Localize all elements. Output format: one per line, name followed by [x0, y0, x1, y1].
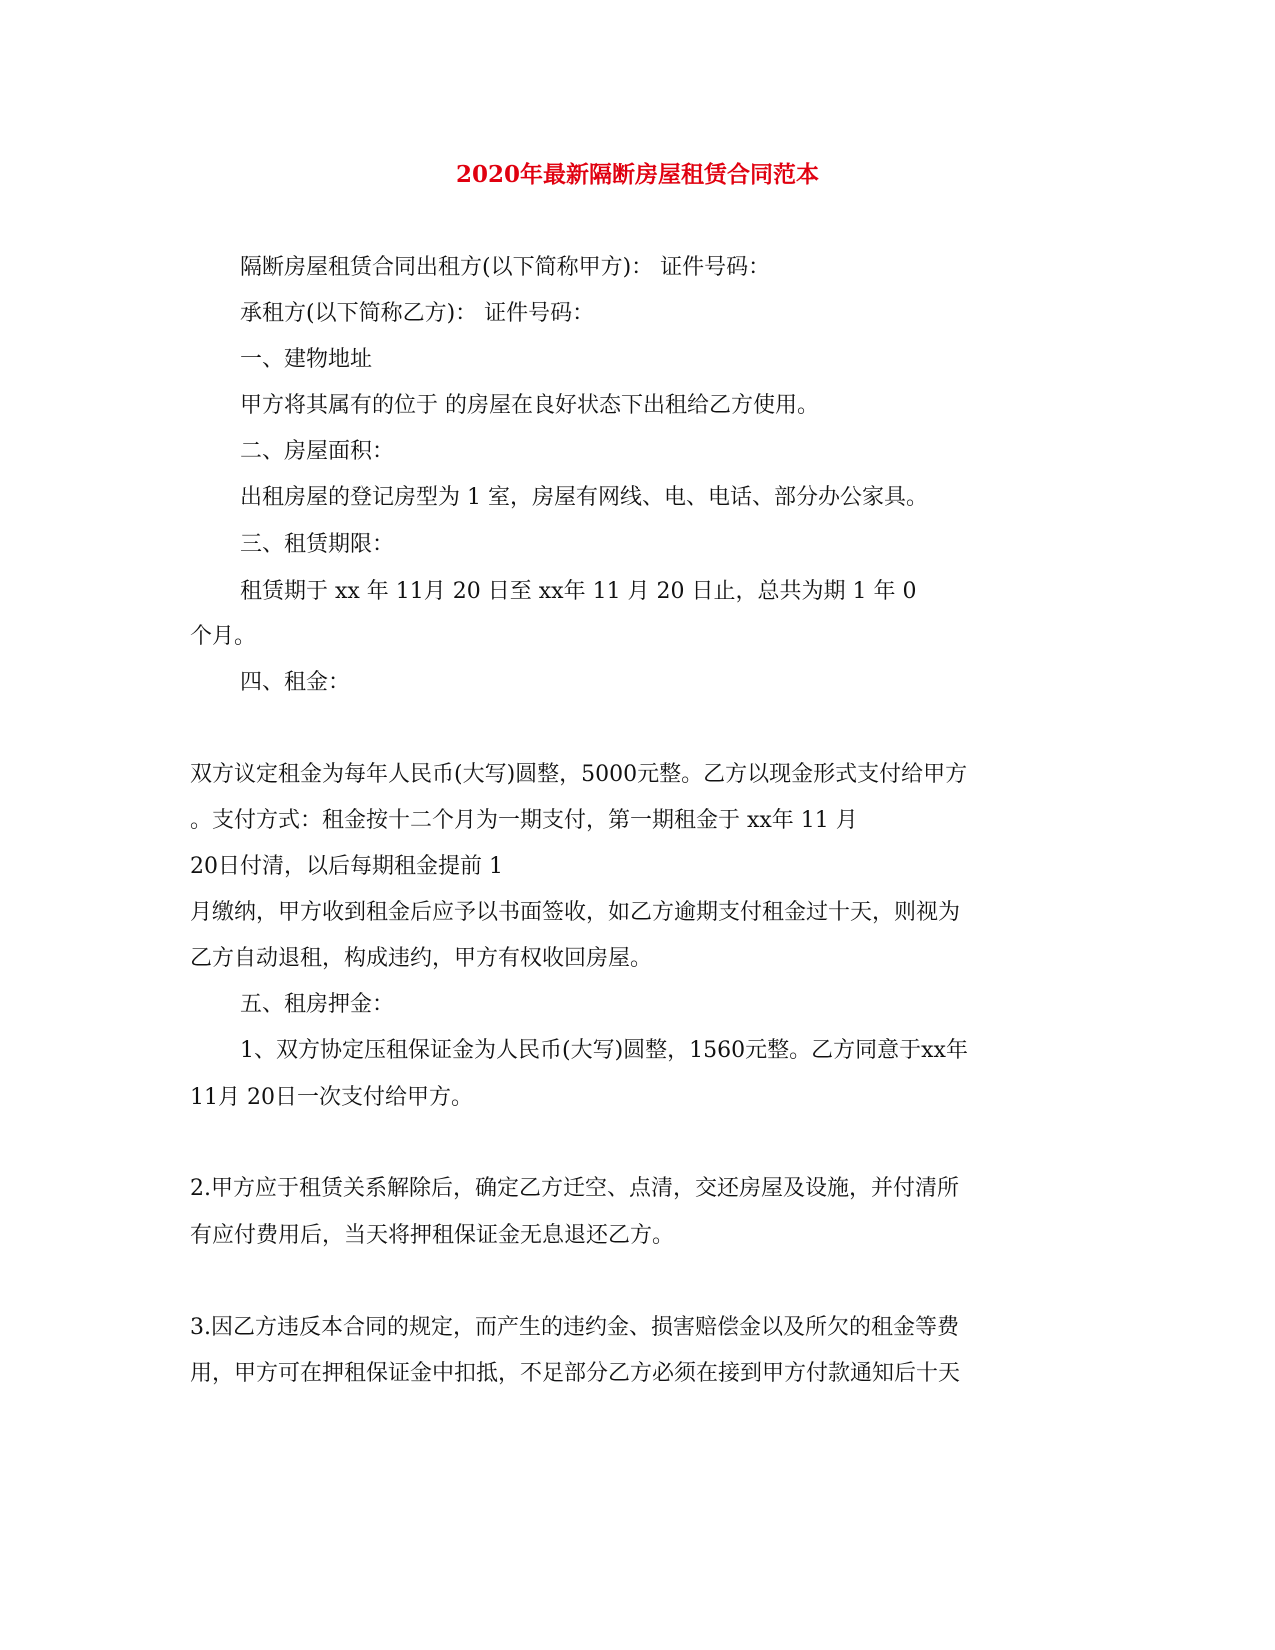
document-title: 2020年最新隔断房屋租赁合同范本: [455, 161, 819, 188]
paragraph-line: 乙方自动退租，构成违约，甲方有权收回房屋。: [190, 946, 653, 971]
paragraph-line: 租赁期于 xx 年 11月 20 日至 xx年 11 月 20 日止，总共为期 1 年 0: [240, 579, 917, 604]
paragraph-line: 双方议定租金为每年人民币(大写)圆整，5000元整。乙方以现金形式支付给甲方: [190, 762, 968, 787]
paragraph-line: 20日付清，以后每期租金提前 1: [190, 854, 503, 879]
paragraph-line: 个月。: [190, 624, 257, 649]
section-heading: 五、租房押金：: [240, 992, 395, 1017]
paragraph-line: 甲方将其属有的位于 的房屋在良好状态下出租给乙方使用。: [240, 393, 819, 418]
paragraph-line: 11月 20日一次支付给甲方。: [190, 1085, 473, 1110]
paragraph-line: 2.甲方应于租赁关系解除后，确定乙方迁空、点清，交还房屋及设施，并付清所: [190, 1176, 959, 1201]
paragraph-line: 1、双方协定压租保证金为人民币(大写)圆整，1560元整。乙方同意于xx年: [240, 1038, 968, 1063]
paragraph-line: 承租方(以下简称乙方)： 证件号码：: [240, 301, 595, 326]
paragraph-line: 出租房屋的登记房型为 1 室，房屋有网线、电、电话、部分办公家具。: [240, 485, 928, 510]
section-heading: 四、租金：: [240, 670, 351, 695]
paragraph-line: 。支付方式：租金按十二个月为一期支付，第一期租金于 xx年 11 月: [190, 808, 858, 833]
paragraph-line: 3.因乙方违反本合同的规定，而产生的违约金、损害赔偿金以及所欠的租金等费: [190, 1315, 959, 1340]
paragraph-line: 隔断房屋租赁合同出租方(以下简称甲方)： 证件号码：: [240, 255, 771, 280]
section-heading: 二、房屋面积：: [240, 439, 395, 464]
section-heading: 三、租赁期限：: [240, 532, 395, 557]
section-heading: 一、建物地址: [240, 347, 373, 372]
paragraph-line: 用，甲方可在押租保证金中扣抵，不足部分乙方必须在接到甲方付款通知后十天: [190, 1361, 961, 1386]
paragraph-line: 月缴纳，甲方收到租金后应予以书面签收，如乙方逾期支付租金过十天，则视为: [190, 900, 961, 925]
paragraph-line: 有应付费用后，当天将押租保证金无息退还乙方。: [190, 1223, 675, 1248]
